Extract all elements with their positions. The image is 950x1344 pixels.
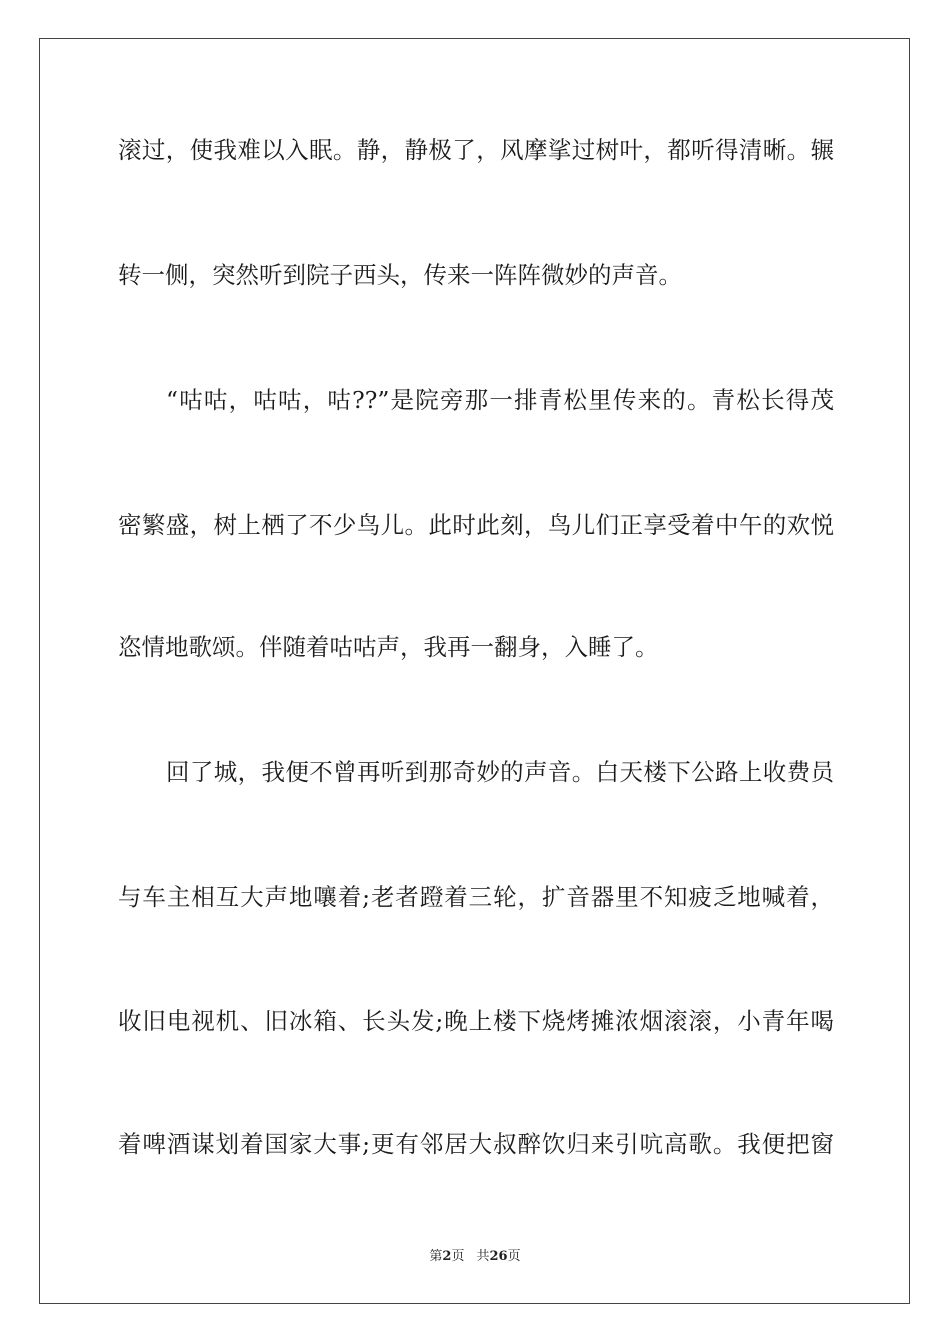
text-line-8: 收旧电视机、旧冰箱、长头发;晚上楼下烧烤摊浓烟滚滚，小青年喝 (118, 1007, 834, 1035)
text-line-3: “咕咕，咕咕，咕??”是院旁那一排青松里传来的。青松长得茂 (166, 386, 834, 414)
page-suffix: 页 (451, 1249, 465, 1264)
text-line-2: 转一侧，突然听到院子西头，传来一阵阵微妙的声音。 (118, 261, 682, 289)
text-line-6: 回了城，我便不曾再听到那奇妙的声音。白天楼下公路上收费员 (166, 758, 834, 786)
page-footer (0, 1245, 950, 1264)
page-prefix: 第 (429, 1249, 443, 1264)
total-suffix: 页 (507, 1249, 521, 1264)
text-line-7: 与车主相互大声地嚷着;老者蹬着三轮，扩音器里不知疲乏地喊着， (118, 883, 834, 911)
text-line-4: 密繁盛，树上栖了不少鸟儿。此时此刻，鸟儿们正享受着中午的欢悦 (118, 511, 834, 539)
text-line-5: 恣情地歌颂。伴随着咕咕声，我再一翻身，入睡了。 (118, 633, 659, 661)
text-line-1: 滚过，使我难以入眠。静，静极了，风摩挲过树叶，都听得清晰。辗 (118, 136, 834, 164)
text-line-9: 着啤酒谋划着国家大事;更有邻居大叔醉饮归来引吭高歌。我便把窗 (118, 1130, 834, 1158)
page-border (39, 38, 910, 1304)
total-pages: 26 (489, 1249, 508, 1264)
page-number: 2 (442, 1249, 452, 1264)
total-prefix: 共 (476, 1249, 490, 1264)
